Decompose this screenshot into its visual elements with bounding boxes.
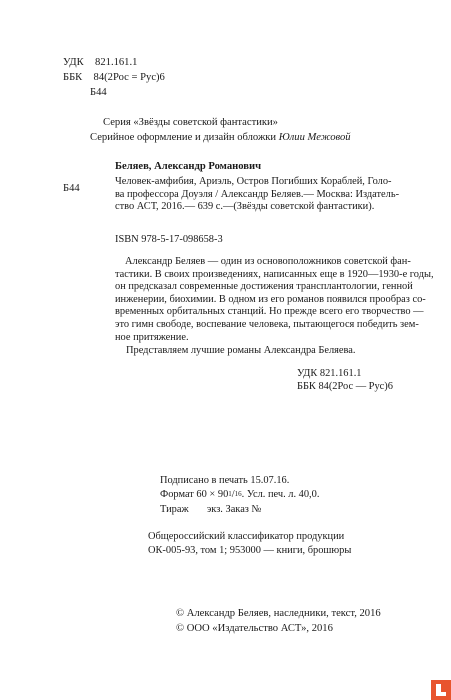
format-suffix: . Усл. печ. л. 40,0.	[241, 489, 320, 500]
format-prefix: Формат 60 × 90	[160, 489, 229, 500]
entry-code: Б44	[63, 183, 80, 194]
annotation-line: временных орбитальных станций. Но прежде всего его творчество —	[115, 306, 424, 318]
bbk-repeat: ББК 84(2Рос — Рус)6	[297, 381, 393, 392]
litres-corner-logo-icon	[431, 680, 451, 700]
entry-desc-line: ство АСТ, 2016.— 639 с.—(Звёзды советской фантастики).	[115, 201, 375, 213]
print-run-line: Тираж экз. Заказ №	[160, 504, 262, 515]
udk-repeat: УДК 821.161.1	[297, 368, 362, 379]
bbk-value: 84(2Рос = Рус)6	[93, 72, 165, 83]
classifier-line-1: Общероссийский классификатор продукции	[148, 531, 345, 542]
format-fraction-den: 16	[234, 490, 242, 498]
series-design-prefix: Серийное оформление и дизайн обложки	[90, 132, 277, 143]
annotation-line: тастики. В своих произведениях, написанных еще в 1920—1930-е годы,	[115, 268, 434, 280]
format-line: Формат $60 \times 90^1/16$. Усл. печ. л. 40,0.	[160, 489, 320, 500]
annotation-line: инженерии, биохимии. В одном из его романов появился прообраз со-	[115, 293, 426, 305]
annotation-line: он предсказал современные достижения трансплантологии, генной	[115, 281, 413, 293]
udk-value: 821.161.1	[95, 57, 138, 68]
copyright-author: © Александр Беляев, наследники, текст, 2016	[176, 608, 381, 619]
entry-desc-line: Человек-амфибия, Ариэль, Остров Погибших Кораблей, Голо-	[115, 176, 392, 187]
annotation-line: Александр Беляев — один из основоположников советской фан-	[125, 256, 411, 267]
intro-line: Представляем лучшие романы Александра Беляева.	[126, 345, 356, 356]
classifier-line-2: ОК-005-93, том 1; 953000 — книги, брошюры	[148, 545, 352, 556]
series-design-line	[90, 131, 351, 144]
entry-author: Беляев, Александр Романович	[115, 161, 262, 172]
entry-description	[115, 176, 415, 214]
series-designer-name: Юлии Межовой	[278, 132, 351, 143]
udk-line	[63, 56, 137, 69]
signed-for-print: Подписано в печать 15.07.16.	[160, 475, 290, 486]
bbk-line	[63, 71, 165, 84]
copyright-publisher: © ООО «Издательство АСТ», 2016	[176, 623, 333, 634]
format-fraction-num: 1	[228, 490, 232, 498]
entry-desc-line: ва профессора Доуэля / Александр Беляев.— Москва: Издатель-	[115, 188, 400, 200]
bbk-label: ББК	[63, 72, 83, 83]
annotation-line: ное притяжение.	[115, 331, 189, 343]
annotation-line: это гимн свободе, воспевание человека, пытающегося победить зем-	[115, 318, 419, 330]
isbn: ISBN 978-5-17-098658-3	[115, 234, 223, 245]
series-title: Серия «Звёзды советской фантастики»	[103, 117, 278, 128]
author-code-top: Б44	[90, 87, 107, 98]
udk-label: УДК	[63, 57, 84, 68]
annotation	[115, 256, 434, 344]
